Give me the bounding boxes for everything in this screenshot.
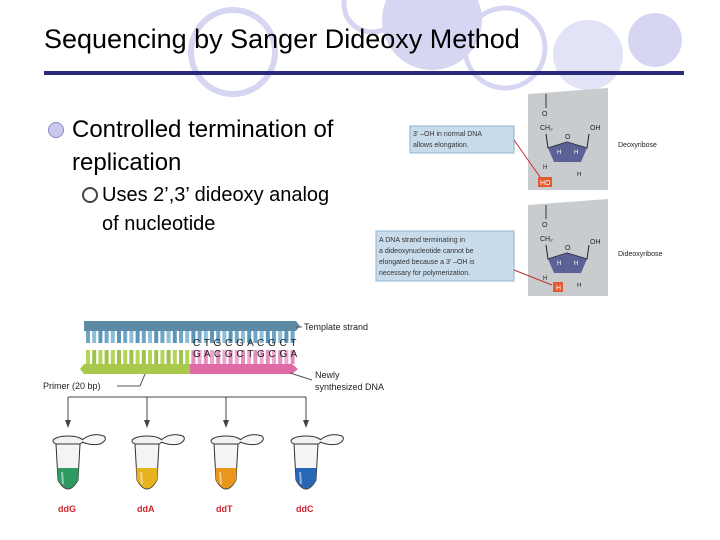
template-base xyxy=(129,331,133,343)
reaction-tubes xyxy=(53,435,343,514)
new-strand-base xyxy=(173,350,177,364)
callout-line: allows elongation. xyxy=(413,142,469,149)
tube-liquid xyxy=(136,468,157,489)
template-base xyxy=(154,331,158,343)
arrow-head-icon xyxy=(65,420,71,428)
new-strand-label: Newly xyxy=(315,370,340,380)
new-strand-base xyxy=(148,350,152,364)
reaction-tube xyxy=(291,435,343,514)
end-group-label: H xyxy=(556,285,562,292)
dideoxyribose-label: Dideoxyribose xyxy=(618,251,663,258)
callout-line: 3’ –OH in normal DNA xyxy=(413,131,482,138)
new-strand-base xyxy=(160,350,164,364)
template-base xyxy=(117,331,121,343)
new-strand-base xyxy=(129,350,133,364)
sub-bullet-text: Uses 2’,3’ dideoxy analog of nucleotide xyxy=(102,184,330,235)
tube-liquid xyxy=(295,468,316,489)
template-base xyxy=(160,331,164,343)
atom-label: H xyxy=(557,261,562,267)
callout-line: A DNA strand terminating in xyxy=(379,237,465,244)
template-base xyxy=(148,331,152,343)
primer-leader xyxy=(140,374,145,386)
template-sequence: C T G C G A C G C T xyxy=(193,338,297,349)
tube-label: ddA xyxy=(137,504,155,514)
template-base xyxy=(123,331,127,343)
atom-label: O xyxy=(542,222,548,229)
atom-label: H xyxy=(543,276,548,282)
atom-label: H xyxy=(543,165,548,171)
tube-cap xyxy=(240,435,263,445)
template-base xyxy=(98,331,102,343)
template-base xyxy=(142,331,146,343)
template-base xyxy=(111,331,115,343)
primer-backbone xyxy=(80,364,190,374)
reaction-tube xyxy=(53,435,105,514)
callout-line: necessary for polymerization. xyxy=(379,270,471,277)
new-strand-label: synthesized DNA xyxy=(315,382,385,392)
new-strand-base xyxy=(123,350,127,364)
tube-liquid xyxy=(215,468,236,489)
new-strand-base xyxy=(111,350,115,364)
arrow-head-icon xyxy=(303,420,309,428)
new-strand-base xyxy=(86,350,90,364)
template-backbone xyxy=(84,321,300,331)
tube-liquid xyxy=(57,468,78,489)
tube-highlight xyxy=(62,472,63,484)
tube-label: ddT xyxy=(216,504,233,514)
template-base xyxy=(173,331,177,343)
primer-label: Primer (20 bp) xyxy=(43,381,101,391)
atom-label: O xyxy=(565,134,571,141)
new-strand-backbone xyxy=(190,364,298,374)
new-strand-base xyxy=(154,350,158,364)
atom-label: H xyxy=(557,150,562,156)
atom-label: H xyxy=(574,261,579,267)
atom-label: CH₂ xyxy=(540,236,553,243)
new-strand-base xyxy=(167,350,171,364)
atom-label: OH xyxy=(590,239,601,246)
bullet-text: Controlled termination of replication xyxy=(72,116,334,176)
template-strand-label: Template strand xyxy=(304,322,369,332)
template-base xyxy=(179,331,183,343)
template-base xyxy=(136,331,140,343)
slide-title: Sequencing by Sanger Dideoxy Method xyxy=(44,24,520,54)
new-strand-sequence: G A C G C T G C G A xyxy=(193,349,298,360)
tube-highlight xyxy=(141,472,142,484)
new-strand-base xyxy=(92,350,96,364)
reaction-tube xyxy=(132,435,184,514)
tube-label: ddC xyxy=(296,504,314,514)
new-strand-base xyxy=(179,350,183,364)
end-group-label: HO xyxy=(540,180,551,187)
tube-highlight xyxy=(220,472,221,484)
reaction-tube xyxy=(211,435,263,514)
atom-label: H xyxy=(577,283,582,289)
new-strand-base xyxy=(185,350,189,364)
new-strand-base xyxy=(98,350,102,364)
atom-label: OH xyxy=(590,125,601,132)
tube-highlight xyxy=(300,472,301,484)
tube-cap xyxy=(320,435,343,445)
template-base xyxy=(86,331,90,343)
template-base xyxy=(105,331,109,343)
deoxyribose-label: Deoxyribose xyxy=(618,142,657,149)
atom-label: O xyxy=(565,245,571,252)
new-strand-base xyxy=(136,350,140,364)
tube-cap xyxy=(161,435,184,445)
atom-label: CH₂ xyxy=(540,125,553,132)
tube-cap xyxy=(82,435,105,445)
atom-label: O xyxy=(542,111,548,118)
arrow-head-icon xyxy=(144,420,150,428)
new-strand-base xyxy=(142,350,146,364)
callout-line: elongated because a 3’ –OH is xyxy=(379,259,475,266)
label-leader xyxy=(290,373,312,380)
tube-label: ddG xyxy=(58,504,76,514)
new-strand-base xyxy=(117,350,121,364)
template-base xyxy=(92,331,96,343)
arrow-head-icon xyxy=(223,420,229,428)
callout-line: a dideoxynucleotide cannot be xyxy=(379,248,474,255)
new-strand-base xyxy=(105,350,109,364)
atom-label: H xyxy=(577,172,582,178)
template-base xyxy=(185,331,189,343)
template-base xyxy=(167,331,171,343)
atom-label: H xyxy=(574,150,579,156)
distribution-arrows xyxy=(65,397,309,428)
